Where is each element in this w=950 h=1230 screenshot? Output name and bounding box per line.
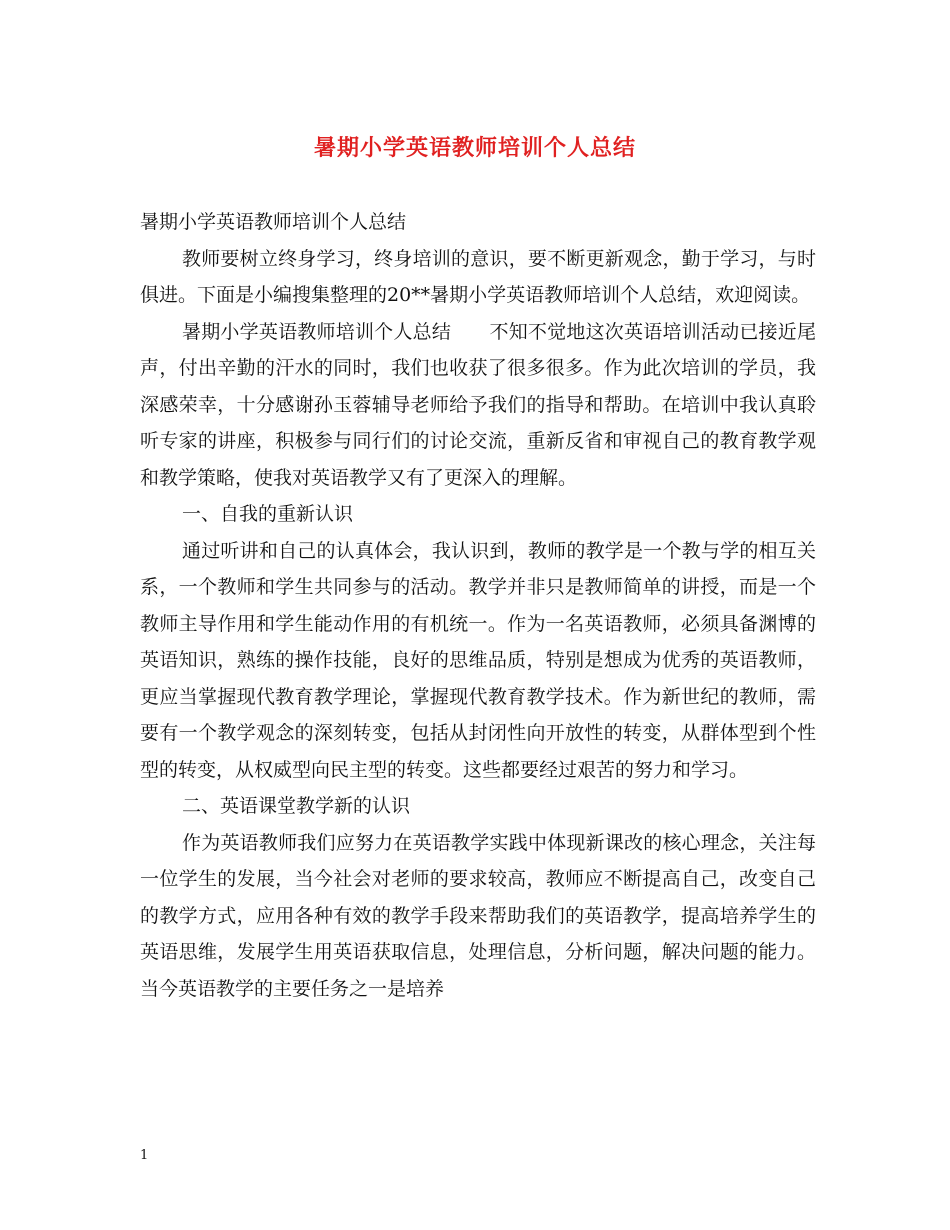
paragraph-section-1: 通过听讲和自己的认真体会，我认识到，教师的教学是一个教与学的相互关系，一个教师和学生共同参与的活动。教学并非只是教师简单的讲授，而是一个教师主导作用和学生能动作用的有机统一。作为一名英语教师，必须具备渊博的英语知识，熟练的操作技能，良好的思维品质，特别是想成为优秀的英语教师，更应当掌握现代教育教学理论，掌握现代教育教学技术。作为新世纪的教师，需要有一个教学观念的深刻转变，包括从封闭性向开放性的转变，从群体型到个性型的转变，从权威型向民主型的转变。这些都要经过艰苦的努力和学习。 <box>140 539 816 781</box>
section-heading-2: 二、英语课堂教学新的认识 <box>182 795 411 817</box>
document-body <box>140 204 816 1007</box>
document-title: 暑期小学英语教师培训个人总结 <box>313 135 636 161</box>
paragraph-section-2: 作为英语教师我们应努力在英语教学实践中体现新课改的核心理念，关注每一位学生的发展，当今社会对老师的要求较高，教师应不断提高自己，改变自己的教学方式，应用各种有效的教学手段来帮助我们的英语教学，提高培养学生的英语思维，发展学生用英语获取信息，处理信息，分析问题，解决问题的能力。当今英语教学的主要任务之一是培养 <box>140 831 816 1000</box>
paragraph-summary: 暑期小学英语教师培训个人总结 不知不觉地这次英语培训活动已接近尾声，付出辛勤的汗水的同时，我们也收获了很多很多。作为此次培训的学员，我深感荣幸，十分感谢孙玉蓉辅导老师给予我们的指导和帮助。在培训中我认真聆听专家的讲座，积极参与同行们的讨论交流，重新反省和审视自己的教育教学观和教学策略，使我对英语教学又有了更深入的理解。 <box>140 320 816 489</box>
section-heading-1: 一、自我的重新认识 <box>182 503 354 525</box>
page-number: 1 <box>140 1148 149 1163</box>
paragraph-intro: 教师要树立终身学习，终身培训的意识，要不断更新观念，勤于学习，与时俱进。下面是小编搜集整理的20**暑期小学英语教师培训个人总结，欢迎阅读。 <box>140 247 816 306</box>
paragraph-subtitle: 暑期小学英语教师培训个人总结 <box>140 211 407 233</box>
